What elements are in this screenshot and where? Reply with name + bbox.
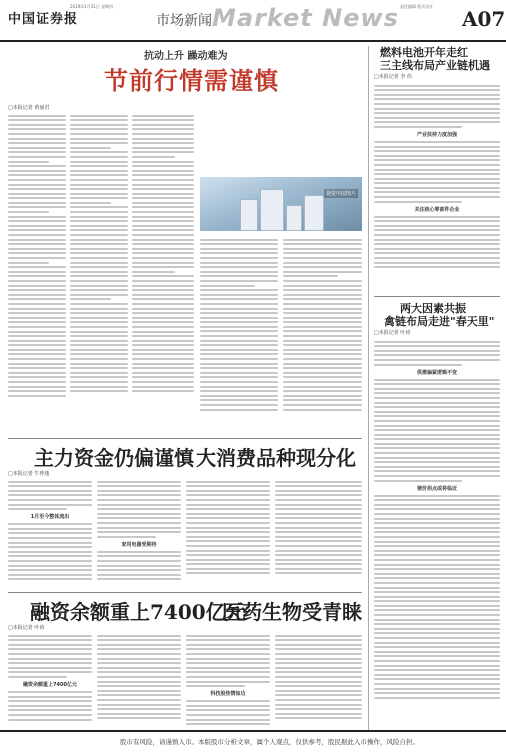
bottom-column-2 (97, 632, 181, 728)
section-title: 市场新闻 (156, 13, 212, 29)
mid-byline: □本报记者 牛仲逸 (8, 471, 50, 477)
lead-column-5 (283, 236, 362, 434)
right-top-subhead-1: 产业扶持力度加强 (416, 131, 457, 138)
risk-disclaimer: 股市有风险，请谨慎入市。本版股市分析文章，属个人观点，仅供参考，股民据此入市操作，风险自担。 (120, 738, 419, 746)
lead-photo (200, 177, 362, 231)
right-top-title-2: 三主线布局产业链机遇 (380, 59, 490, 72)
right-mid-body (374, 338, 500, 728)
right-top-title-1: 燃料电池开年走红 (380, 46, 468, 59)
mid-column-3 (186, 478, 270, 588)
right-mid-title-1: 两大因素共振 (400, 302, 466, 315)
header-rule (0, 40, 506, 42)
right-mid-subhead-1: 供需偏紧逻辑不变 (416, 369, 457, 376)
bottom-subhead-right: 科技股热情如边 (210, 691, 246, 698)
bottom-title-left: 融资余额重上7400亿元 (30, 600, 246, 624)
newspaper-logo: 中国证券报 (8, 12, 79, 27)
mid-subhead-left: 1月至今整体流出 (30, 514, 70, 521)
right-mid-subhead-2: 猪价拐点或将临近 (416, 485, 457, 492)
mid-column-2 (97, 478, 181, 588)
page-header (0, 0, 506, 40)
mid-separator (8, 438, 362, 439)
bottom-column-3 (186, 632, 270, 728)
mid-column-4 (275, 478, 362, 588)
bottom-subhead-left: 融资余额重上7400亿元 (23, 681, 77, 688)
lead-headline: 节前行情需谨慎 (104, 66, 279, 95)
right-top-byline: □本报记者 李 伟 (374, 74, 412, 80)
bottom-title-right: 医药生物受青睐 (222, 600, 362, 624)
right-top-subhead-2: 关注核心零部件企业 (414, 206, 460, 213)
page-number: A07 (462, 7, 506, 31)
section-title-english: Market News (212, 4, 399, 32)
right-mid-byline: □本报记者 叶涛 (374, 330, 411, 336)
page-footer (0, 730, 506, 752)
lead-byline: □本报记者 黄丽君 (8, 105, 50, 111)
bottom-column-4 (275, 632, 362, 728)
lead-column-3 (132, 112, 194, 434)
lead-column-1 (8, 112, 66, 434)
lead-column-2 (70, 112, 128, 434)
mid-column-1 (8, 478, 92, 588)
issue-date: 2019年1月31日 星期四 (70, 4, 114, 9)
mid-subhead-right: 家用电器受期待 (121, 541, 157, 548)
right-mid-title-2: 禽链布局走进"春天里" (384, 315, 495, 328)
right-top-body (374, 82, 500, 292)
bottom-byline: □本报记者 叶涛 (8, 625, 45, 631)
mid-title-left: 主力资金仍偏谨慎 (34, 446, 194, 470)
lead-subtitle: 抗动上升 躁动难为 (144, 51, 228, 62)
lead-column-4 (200, 236, 278, 434)
column-divider (368, 46, 369, 730)
bottom-column-1 (8, 632, 92, 728)
right-separator (374, 296, 500, 297)
editor-info: 责任编辑 版式设计 (400, 4, 434, 9)
mid-title-right: 大消费品种现分化 (196, 446, 356, 470)
photo-caption: 视觉中国图片 (325, 191, 356, 197)
bottom-separator (8, 592, 362, 593)
